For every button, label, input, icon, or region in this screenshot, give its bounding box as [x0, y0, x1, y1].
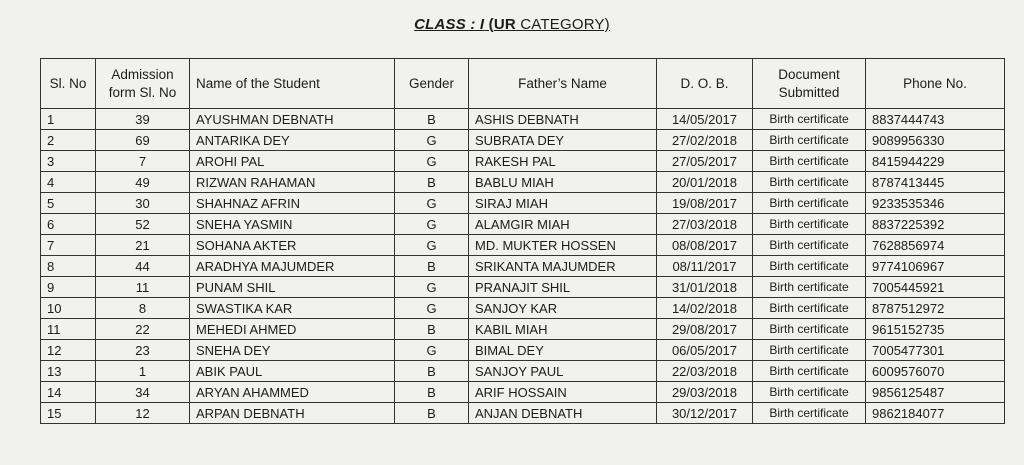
- cell-document: Birth certificate: [753, 298, 866, 319]
- header-document: [753, 59, 866, 109]
- cell-document: Birth certificate: [753, 130, 866, 151]
- cell-gender: G: [395, 235, 469, 256]
- cell-sl-no: 7: [41, 235, 96, 256]
- cell-gender: B: [395, 256, 469, 277]
- cell-document: Birth certificate: [753, 340, 866, 361]
- cell-phone: 9856125487: [866, 382, 1005, 403]
- cell-gender: B: [395, 382, 469, 403]
- table-row: [41, 235, 1005, 256]
- cell-father-name: ARIF HOSSAIN: [469, 382, 657, 403]
- cell-admission-form: 8: [96, 298, 190, 319]
- cell-father-name: PRANAJIT SHIL: [469, 277, 657, 298]
- cell-phone: 7628856974: [866, 235, 1005, 256]
- cell-admission-form: 22: [96, 319, 190, 340]
- cell-gender: G: [395, 151, 469, 172]
- cell-student-name: SHAHNAZ AFRIN: [190, 193, 395, 214]
- cell-father-name: SRIKANTA MAJUMDER: [469, 256, 657, 277]
- cell-student-name: AYUSHMAN DEBNATH: [190, 109, 395, 130]
- cell-dob: 30/12/2017: [657, 403, 753, 424]
- cell-father-name: ANJAN DEBNATH: [469, 403, 657, 424]
- cell-dob: 31/01/2018: [657, 277, 753, 298]
- header-phone: Phone No.: [866, 59, 1005, 109]
- cell-phone: 8787413445: [866, 172, 1005, 193]
- cell-student-name: PUNAM SHIL: [190, 277, 395, 298]
- cell-sl-no: 3: [41, 151, 96, 172]
- table-body: [41, 109, 1005, 424]
- header-dob: D. O. B.: [657, 59, 753, 109]
- cell-father-name: BABLU MIAH: [469, 172, 657, 193]
- cell-document: Birth certificate: [753, 256, 866, 277]
- cell-dob: 29/03/2018: [657, 382, 753, 403]
- page-title: [0, 16, 1024, 33]
- cell-sl-no: 14: [41, 382, 96, 403]
- cell-sl-no: 12: [41, 340, 96, 361]
- cell-father-name: ALAMGIR MIAH: [469, 214, 657, 235]
- header-father-name: Father’s Name: [469, 59, 657, 109]
- cell-student-name: SWASTIKA KAR: [190, 298, 395, 319]
- cell-father-name: RAKESH PAL: [469, 151, 657, 172]
- cell-admission-form: 7: [96, 151, 190, 172]
- cell-gender: G: [395, 340, 469, 361]
- table-row: [41, 109, 1005, 130]
- cell-phone: 8787512972: [866, 298, 1005, 319]
- table-row: [41, 193, 1005, 214]
- cell-student-name: ARPAN DEBNATH: [190, 403, 395, 424]
- header-student-name: Name of the Student: [190, 59, 395, 109]
- cell-sl-no: 4: [41, 172, 96, 193]
- header-admission-line1: Admission: [111, 66, 174, 82]
- cell-phone: 8837225392: [866, 214, 1005, 235]
- cell-father-name: ASHIS DEBNATH: [469, 109, 657, 130]
- cell-dob: 20/01/2018: [657, 172, 753, 193]
- cell-dob: 22/03/2018: [657, 361, 753, 382]
- cell-admission-form: 52: [96, 214, 190, 235]
- cell-document: Birth certificate: [753, 193, 866, 214]
- cell-student-name: ABIK PAUL: [190, 361, 395, 382]
- cell-dob: 08/08/2017: [657, 235, 753, 256]
- cell-dob: 29/08/2017: [657, 319, 753, 340]
- table-row: [41, 298, 1005, 319]
- cell-father-name: SANJOY KAR: [469, 298, 657, 319]
- cell-student-name: RIZWAN RAHAMAN: [190, 172, 395, 193]
- table-row: [41, 361, 1005, 382]
- cell-gender: G: [395, 130, 469, 151]
- header-document-line1: Document: [778, 66, 840, 82]
- cell-dob: 27/05/2017: [657, 151, 753, 172]
- cell-sl-no: 8: [41, 256, 96, 277]
- header-admission-form: [96, 59, 190, 109]
- cell-document: Birth certificate: [753, 151, 866, 172]
- cell-student-name: SOHANA AKTER: [190, 235, 395, 256]
- cell-document: Birth certificate: [753, 277, 866, 298]
- cell-document: Birth certificate: [753, 382, 866, 403]
- cell-dob: 14/05/2017: [657, 109, 753, 130]
- cell-student-name: AROHI PAL: [190, 151, 395, 172]
- cell-dob: 19/08/2017: [657, 193, 753, 214]
- table-row: [41, 319, 1005, 340]
- cell-student-name: MEHEDI AHMED: [190, 319, 395, 340]
- cell-phone: 8837444743: [866, 109, 1005, 130]
- cell-document: Birth certificate: [753, 361, 866, 382]
- cell-document: Birth certificate: [753, 235, 866, 256]
- cell-admission-form: 39: [96, 109, 190, 130]
- cell-sl-no: 13: [41, 361, 96, 382]
- cell-dob: 27/02/2018: [657, 130, 753, 151]
- header-document-line2: Submitted: [778, 84, 840, 100]
- cell-father-name: BIMAL DEY: [469, 340, 657, 361]
- cell-gender: G: [395, 277, 469, 298]
- table-row: [41, 403, 1005, 424]
- cell-phone: 9089956330: [866, 130, 1005, 151]
- cell-student-name: ANTARIKA DEY: [190, 130, 395, 151]
- cell-admission-form: 30: [96, 193, 190, 214]
- cell-gender: G: [395, 214, 469, 235]
- cell-phone: 9862184077: [866, 403, 1005, 424]
- table-row: [41, 151, 1005, 172]
- cell-father-name: SIRAJ MIAH: [469, 193, 657, 214]
- table-row: [41, 214, 1005, 235]
- cell-student-name: SNEHA YASMIN: [190, 214, 395, 235]
- cell-gender: B: [395, 172, 469, 193]
- cell-phone: 6009576070: [866, 361, 1005, 382]
- cell-document: Birth certificate: [753, 109, 866, 130]
- cell-admission-form: 21: [96, 235, 190, 256]
- cell-gender: B: [395, 319, 469, 340]
- cell-phone: 7005445921: [866, 277, 1005, 298]
- table-row: [41, 382, 1005, 403]
- title-paren: (: [484, 16, 494, 33]
- cell-student-name: ARADHYA MAJUMDER: [190, 256, 395, 277]
- cell-sl-no: 2: [41, 130, 96, 151]
- cell-sl-no: 15: [41, 403, 96, 424]
- cell-sl-no: 10: [41, 298, 96, 319]
- cell-father-name: MD. MUKTER HOSSEN: [469, 235, 657, 256]
- cell-admission-form: 12: [96, 403, 190, 424]
- table-row: [41, 340, 1005, 361]
- student-table: [40, 58, 1005, 424]
- cell-father-name: KABIL MIAH: [469, 319, 657, 340]
- cell-dob: 06/05/2017: [657, 340, 753, 361]
- cell-admission-form: 23: [96, 340, 190, 361]
- table-row: [41, 130, 1005, 151]
- cell-dob: 14/02/2018: [657, 298, 753, 319]
- cell-sl-no: 1: [41, 109, 96, 130]
- cell-admission-form: 1: [96, 361, 190, 382]
- cell-gender: G: [395, 193, 469, 214]
- cell-father-name: SUBRATA DEY: [469, 130, 657, 151]
- cell-document: Birth certificate: [753, 214, 866, 235]
- cell-sl-no: 5: [41, 193, 96, 214]
- title-class: CLASS : I: [414, 16, 485, 33]
- cell-phone: 9774106967: [866, 256, 1005, 277]
- cell-sl-no: 9: [41, 277, 96, 298]
- cell-father-name: SANJOY PAUL: [469, 361, 657, 382]
- title-category-code: UR: [493, 16, 516, 33]
- cell-phone: 7005477301: [866, 340, 1005, 361]
- header-sl-no: Sl. No: [41, 59, 96, 109]
- cell-student-name: SNEHA DEY: [190, 340, 395, 361]
- cell-gender: B: [395, 109, 469, 130]
- cell-gender: B: [395, 361, 469, 382]
- cell-phone: 9615152735: [866, 319, 1005, 340]
- cell-sl-no: 11: [41, 319, 96, 340]
- cell-sl-no: 6: [41, 214, 96, 235]
- cell-student-name: ARYAN AHAMMED: [190, 382, 395, 403]
- title-category-rest: CATEGORY): [515, 16, 610, 33]
- header-admission-line2: form Sl. No: [108, 84, 177, 100]
- cell-admission-form: 11: [96, 277, 190, 298]
- cell-phone: 8415944229: [866, 151, 1005, 172]
- cell-gender: B: [395, 403, 469, 424]
- header-gender: Gender: [395, 59, 469, 109]
- header-row: [41, 59, 1005, 109]
- cell-document: Birth certificate: [753, 172, 866, 193]
- cell-admission-form: 34: [96, 382, 190, 403]
- cell-phone: 9233535346: [866, 193, 1005, 214]
- table-row: [41, 277, 1005, 298]
- cell-dob: 27/03/2018: [657, 214, 753, 235]
- table-row: [41, 256, 1005, 277]
- cell-dob: 08/11/2017: [657, 256, 753, 277]
- cell-document: Birth certificate: [753, 319, 866, 340]
- cell-gender: G: [395, 298, 469, 319]
- cell-admission-form: 44: [96, 256, 190, 277]
- cell-document: Birth certificate: [753, 403, 866, 424]
- table-row: [41, 172, 1005, 193]
- cell-admission-form: 69: [96, 130, 190, 151]
- cell-admission-form: 49: [96, 172, 190, 193]
